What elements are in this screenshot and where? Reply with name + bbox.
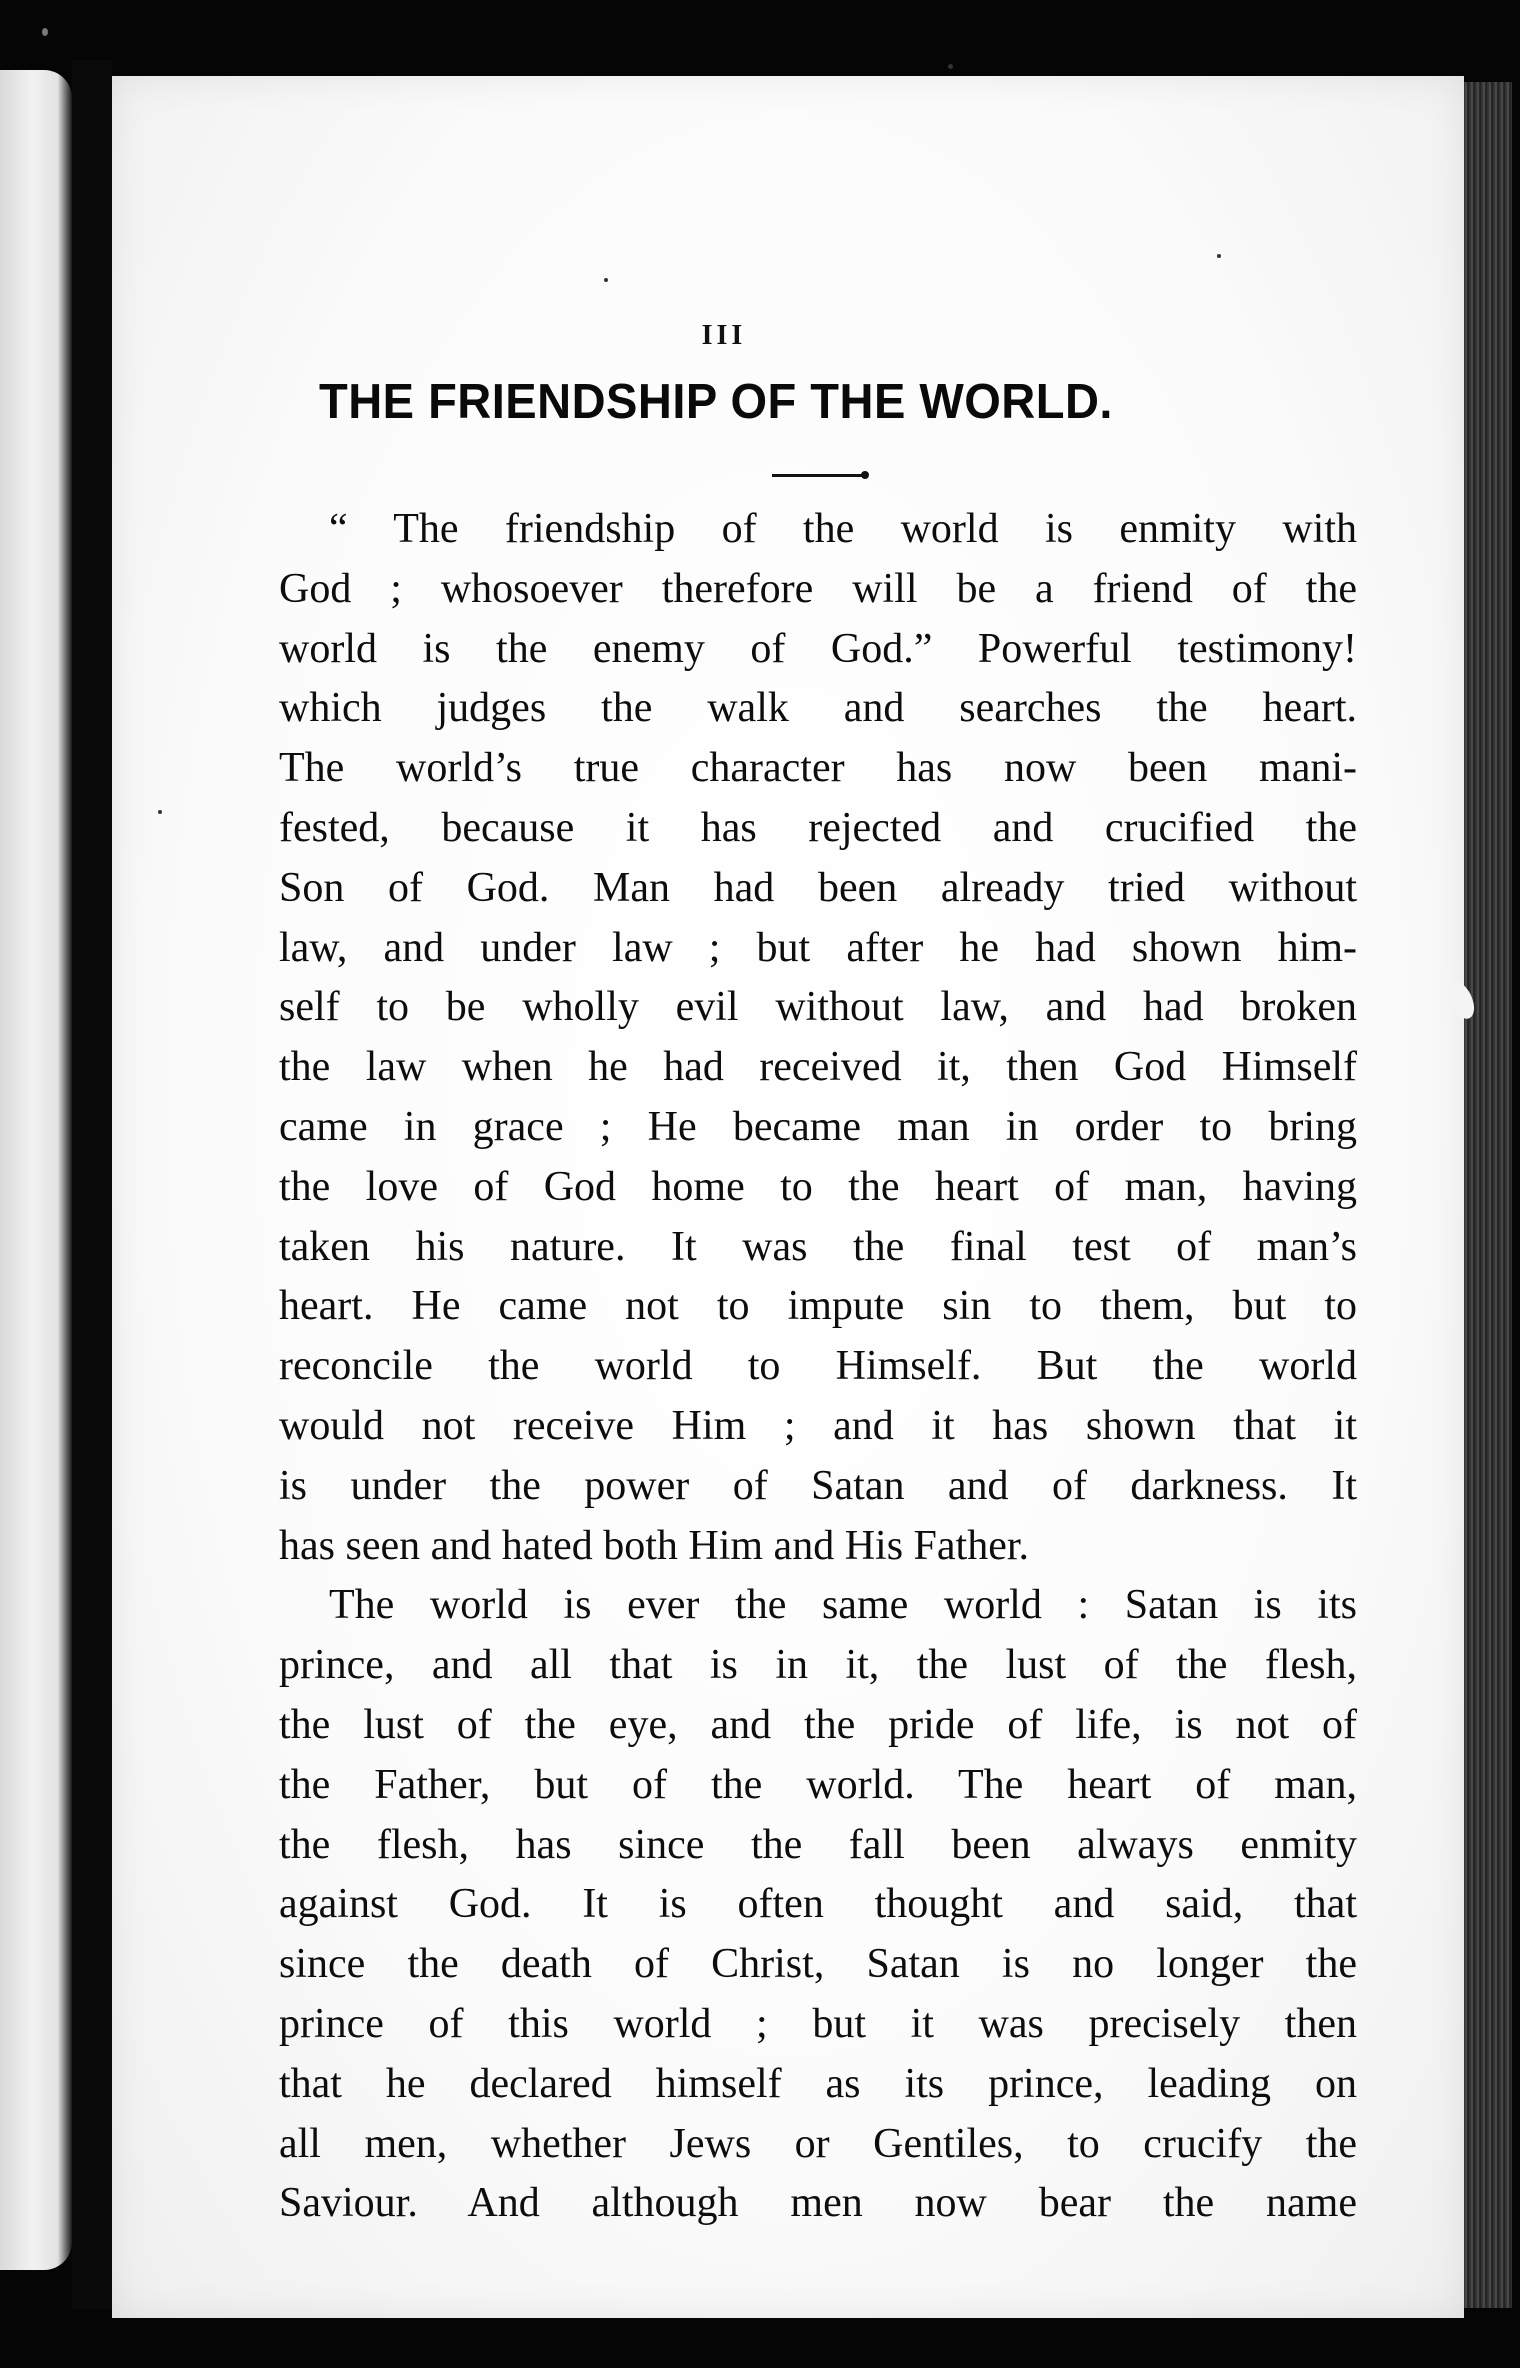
text-line: Saviour. And although men now bear the name bbox=[279, 2180, 1357, 2227]
text-line: that he declared himself as its prince, leading on bbox=[279, 2060, 1357, 2107]
paragraph-2 bbox=[279, 1576, 1357, 2234]
text-line: reconcile the world to Himself. But the world bbox=[279, 1343, 1357, 1390]
text-line: the Father, but of the world. The heart of man, bbox=[279, 1761, 1357, 1808]
page-stack-edge bbox=[1464, 82, 1512, 2308]
paragraph-1 bbox=[279, 500, 1357, 1576]
text-line: all men, whether Jews or Gentiles, to crucify the bbox=[279, 2120, 1357, 2167]
dust-speck bbox=[42, 28, 48, 36]
text-line: the love of God home to the heart of man, having bbox=[279, 1163, 1357, 1210]
text-line: world is the enemy of God.” Powerful testimony! bbox=[279, 625, 1357, 672]
text-line: which judges the walk and searches the heart. bbox=[279, 685, 1357, 732]
text-line: has seen and hated both Him and His Father. bbox=[279, 1522, 1030, 1569]
text-line: “ The friendship of the world is enmity with bbox=[329, 506, 1357, 552]
text-line: self to be wholly evil without law, and had broken bbox=[279, 984, 1357, 1031]
text-line: came in grace ; He became man in order to bring bbox=[279, 1103, 1357, 1150]
text-line: prince of this world ; but it was precisely then bbox=[279, 2000, 1357, 2047]
book-page bbox=[112, 76, 1464, 2318]
dust-speck bbox=[158, 810, 162, 814]
text-line: prince, and all that is in it, the lust of the flesh, bbox=[279, 1642, 1357, 1689]
text-line: against God. It is often thought and said, that bbox=[279, 1881, 1357, 1928]
text-line: heart. He came not to impute sin to them, but to bbox=[279, 1283, 1357, 1330]
text-line: taken his nature. It was the final test of man’s bbox=[279, 1223, 1357, 1270]
text-line: the law when he had received it, then God Himself bbox=[279, 1044, 1357, 1091]
text-line: is under the power of Satan and of darkness. It bbox=[279, 1462, 1357, 1509]
dust-speck bbox=[1217, 254, 1221, 258]
text-line: God ; whosoever therefore will be a friend of the bbox=[279, 565, 1357, 612]
dust-speck bbox=[604, 278, 608, 282]
text-line: The world’s true character has now been mani- bbox=[279, 745, 1357, 792]
text-line: the flesh, has since the fall been always enmity bbox=[279, 1821, 1357, 1868]
text-line: the lust of the eye, and the pride of life, is not of bbox=[279, 1701, 1357, 1748]
text-line: law, and under law ; but after he had shown him- bbox=[279, 924, 1357, 971]
title-divider bbox=[772, 474, 864, 477]
text-line: Son of God. Man had been already tried without bbox=[279, 864, 1357, 911]
text-line: The world is ever the same world : Satan is its bbox=[329, 1582, 1357, 1629]
facing-page-edge bbox=[0, 70, 72, 2270]
text-line: fested, because it has rejected and crucified the bbox=[279, 804, 1357, 851]
chapter-title: THE FRIENDSHIP OF THE WORLD. bbox=[319, 375, 1113, 429]
text-line: since the death of Christ, Satan is no longer the bbox=[279, 1941, 1357, 1988]
page-number: III bbox=[701, 320, 747, 351]
dust-speck bbox=[948, 64, 953, 69]
body-text bbox=[279, 500, 1357, 2234]
text-line: would not receive Him ; and it has shown that it bbox=[279, 1402, 1357, 1449]
